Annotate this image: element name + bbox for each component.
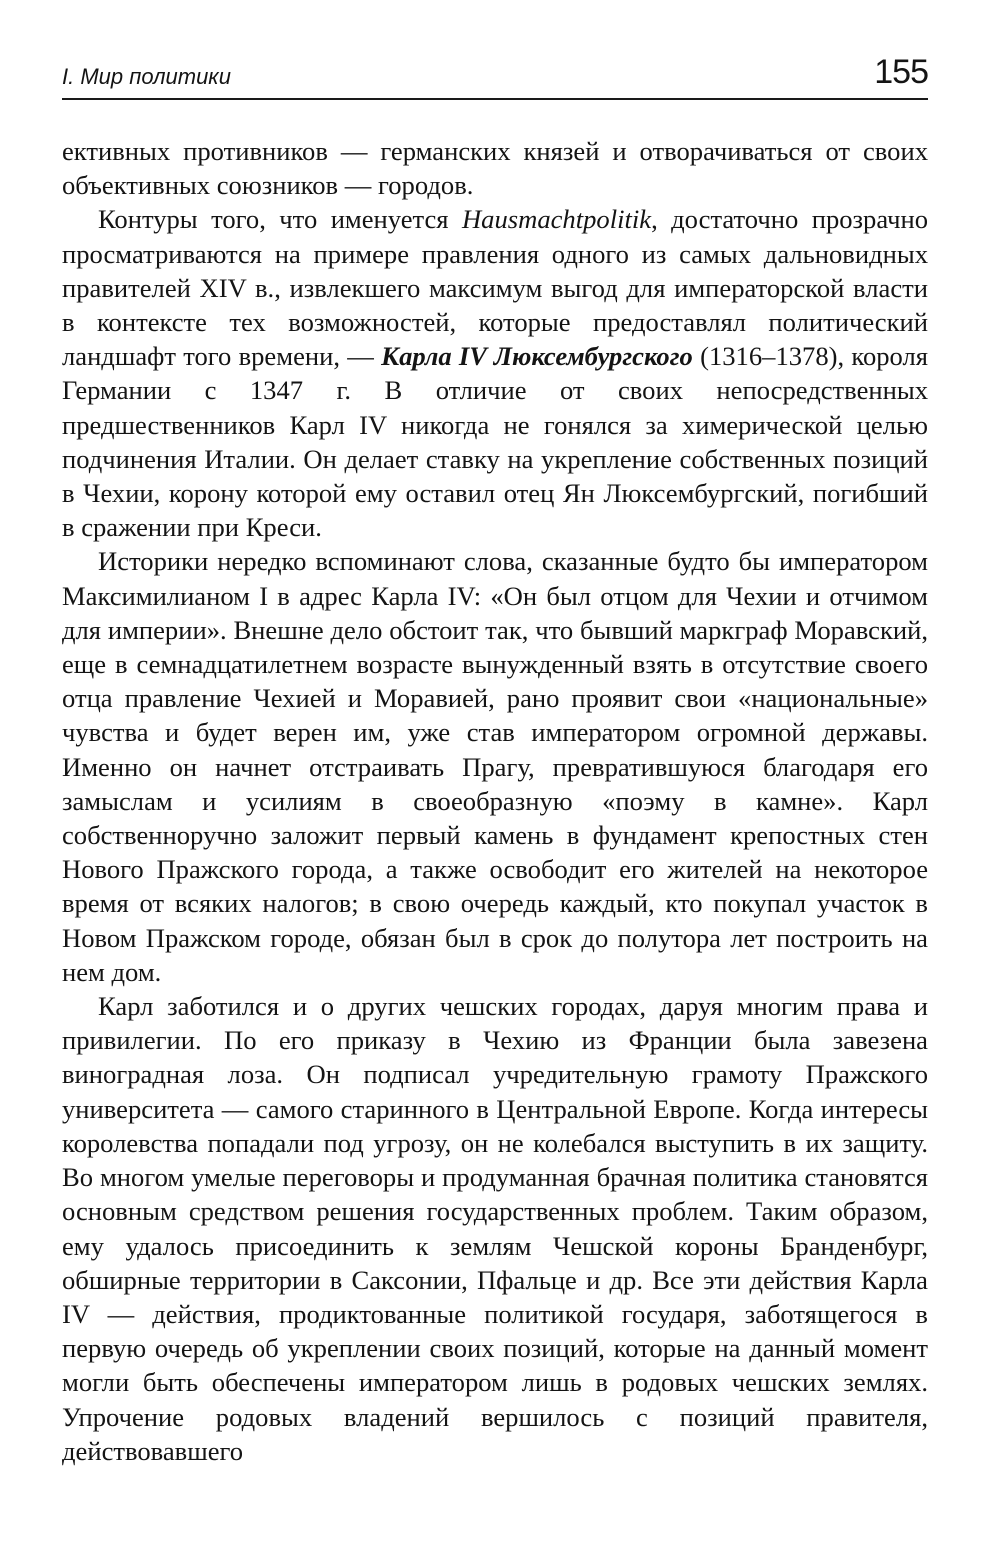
paragraph-text-part: , достаточно прозрачно просматриваются на примере правления одного из самых дальновидных правителей XIV в., извлекшего максимум выгод для императорской власти в контексте тех возможностей, которые предоставлял политический ландшафт того времени, — (62, 204, 928, 372)
body-text (62, 134, 928, 1468)
paragraph-historians: Историки нередко вспоминают слова, сказанные будто бы императором Максимилианом I в адрес Карла IV: «Он был отцом для Чехии и отчимом для империи». Внешне дело обстоит так, что бывший маркграф Моравский, еще в семнадцатилетнем возрасте вынужденный взять в отсутствие своего отца правление Чехией и Моравией, рано проявит свои «национальные» чувства и будет верен им, уже став императором огромной державы. Именно он начнет отстраивать Прагу, превратившуюся благодаря его замыслам и усилиям в своеобразную «поэму в камне». Карл собственноручно заложит первый камень в фундамент крепостных стен Нового Пражского города, а также освободит его жителей на некоторое время от всяких налогов; в свою очередь каждый, кто покупал участок в Новом Пражском городе, обязан был в срок до полутора лет построить на нем дом. (62, 546, 928, 987)
book-page (62, 48, 928, 1468)
italic-term: Hausmachtpolitik (461, 204, 652, 235)
running-title: I. Мир политики (62, 64, 231, 89)
paragraph-continued: ективных противников — германских князей и отворачиваться от своих объективных союзников — городов. (62, 136, 928, 201)
running-head (62, 48, 928, 100)
paragraph-text-part: (1316–1378), короля Германии с 1347 г. В отличие от своих непосредственных предшественников Карл IV никогда не гонялся за химерической целью подчинения Италии. Он делает ставку на укрепление собственных позиций в Чехии, корону которой ему оставил отец Ян Люксембургский, погибший в сражении при Креси. (62, 341, 929, 543)
paragraph-hausmachtpolitik (62, 202, 928, 544)
paragraph-text-part: Контуры того, что именуется (98, 204, 462, 235)
page-number: 155 (874, 53, 928, 91)
paragraph-czech-cities: Карл заботился и о других чешских городах, даруя многим права и привилегии. По его приказу в Чехию из Франции была завезена виноградная лоза. Он подписал учредительную грамоту Пражского университета — самого старинного в Центральной Европе. Когда интересы королевства попадали под угрозу, он не колебался выступить в их защиту. Во многом умелые переговоры и продуманная брачная политика становятся основным средством решения государственных проблем. Таким образом, ему удалось присоединить к землям Чешской короны Бранденбург, обширные территории в Саксонии, Пфальце и др. Все эти действия Карла IV — действия, продиктованные политикой государя, заботящегося в первую очередь об укреплении своих позиций, которые на данный момент могли быть обеспечены императором лишь в родовых чешских землях. Упрочение родовых владений вершилось с позиций правителя, действовавшего (62, 991, 928, 1466)
highlighted-name: Карла IV Люксембургского (381, 341, 693, 372)
